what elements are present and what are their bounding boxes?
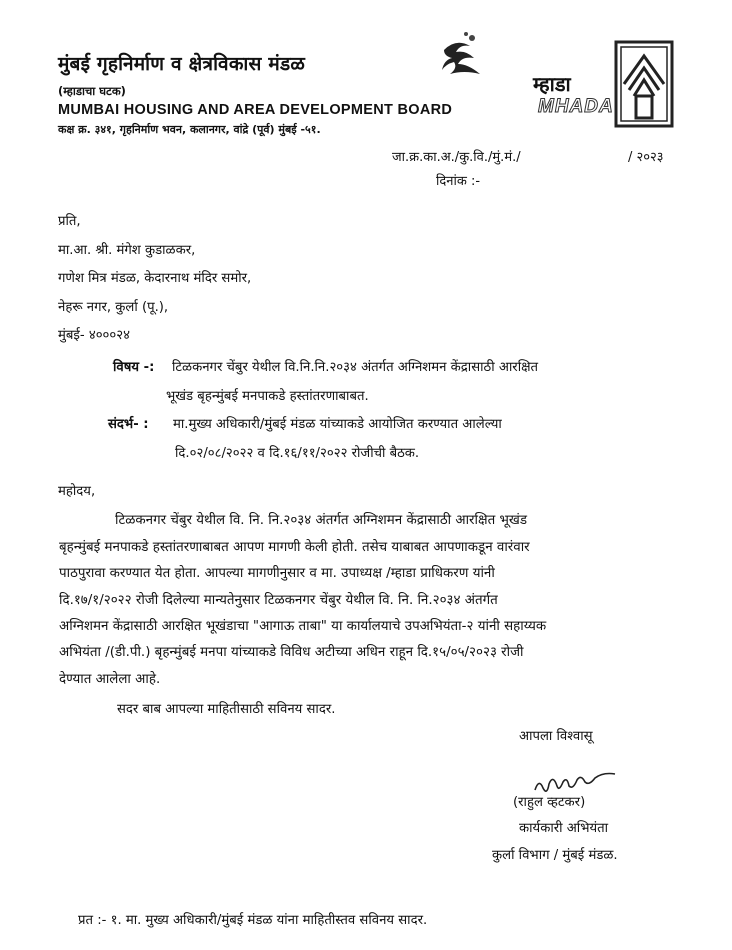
recipient-to: प्रति, [58, 214, 81, 229]
logo-text-marathi: म्हाडा [533, 72, 571, 96]
org-name-marathi: मुंबई गृहनिर्माण व क्षेत्रविकास मंडळ [58, 53, 305, 75]
paragraph-line: दि.१७/१/२०२२ रोजी दिलेल्या मान्यतेनुसार टिळकनगर चेंबुर येथील वि. नि. नि.२०३४ अंतर्गत [59, 593, 498, 608]
reference-line: मा.मुख्य अधिकारी/मुंबई मंडळ यांच्याकडे आयोजित करण्यात आलेल्या [173, 417, 502, 432]
closing-line: सदर बाब आपल्या माहितीसाठी सविनय सादर. [117, 702, 336, 717]
recipient-line: मा.आ. श्री. मंगेश कुडाळकर, [58, 243, 196, 258]
paragraph-line: बृहन्मुंबई मनपाकडे हस्तांतरणाबाबत आपण मागणी केली होती. तसेच याबाबत आपणाकडून वारंवार [59, 540, 530, 555]
subject-label: विषय -: [113, 360, 155, 375]
recipient-line: मुंबई- ४०००२४ [58, 328, 130, 343]
emblem-swirl-icon [436, 30, 488, 82]
yours-faithfully: आपला विश्वासू [519, 729, 593, 744]
signatory-name: (राहुल व्हटकर) [513, 795, 586, 810]
paragraph-line: अभियंता /(डी.पी.) बृहन्मुंबई मनपा यांच्याकडे विविध अटीच्या अधिन राहून दि.१५/०५/२०२३ रोजी [59, 645, 524, 660]
copy-to: प्रत :- १. मा. मुख्य अधिकारी/मुंबई मंडळ यांना माहितीस्तव सविनय सादर. [78, 913, 428, 928]
reference-label: संदर्भ- : [108, 417, 149, 432]
recipient-line: गणेश मित्र मंडळ, केदारनाथ मंदिर समोर, [58, 271, 252, 286]
greeting: महोदय, [58, 484, 96, 499]
recipient-line: नेहरू नगर, कुर्ला (पू.), [58, 300, 169, 315]
paragraph-line: टिळकनगर चेंबुर येथील वि. नि. नि.२०३४ अंतर्गत अग्निशमन केंद्रासाठी आरक्षित भूखंड [115, 513, 528, 528]
reference-year: / २०२३ [628, 150, 664, 165]
subject-line: भूखंड बृहन्मुंबई मनपाकडे हस्तांतरणाबाबत. [166, 389, 369, 404]
mhada-house-logo-icon [614, 40, 674, 128]
org-name-english: MUMBAI HOUSING AND AREA DEVELOPMENT BOARD [58, 102, 453, 118]
logo-text-english: MHADA [538, 96, 614, 117]
reference-number: जा.क्र.का.अ./कु.वि./मुं.मं./ [392, 150, 521, 165]
paragraph-line: अग्निशमन केंद्रासाठी आरक्षित भूखंडाचा "आगाऊ ताबा" या कार्यालयाचे उपअभियंता-२ यांनी सहाय्यक [59, 619, 547, 634]
paragraph-line: देण्यात आलेला आहे. [59, 672, 161, 687]
paragraph-line: पाठपुरावा करण्यात येत होता. आपल्या मागणीनुसार व मा. उपाध्यक्ष /म्हाडा प्राधिकरण यांनी [59, 566, 495, 581]
date-label: दिनांक :- [436, 174, 481, 189]
org-subtitle: (म्हाडाचा घटक) [58, 84, 126, 98]
org-address: कक्ष क्र. ३४१, गृहनिर्माण भवन, कलानगर, वांद्रे (पूर्व) मुंबई -५१. [58, 123, 321, 136]
signatory-division: कुर्ला विभाग / मुंबई मंडळ. [492, 848, 618, 863]
subject-line: टिळकनगर चेंबुर येथील वि.नि.नि.२०३४ अंतर्गत अग्निशमन केंद्रासाठी आरक्षित [172, 360, 539, 375]
signatory-designation: कार्यकारी अभियंता [519, 821, 609, 836]
reference-line: दि.०२/०८/२०२२ व दि.१६/११/२०२२ रोजीची बैठक. [175, 446, 420, 461]
